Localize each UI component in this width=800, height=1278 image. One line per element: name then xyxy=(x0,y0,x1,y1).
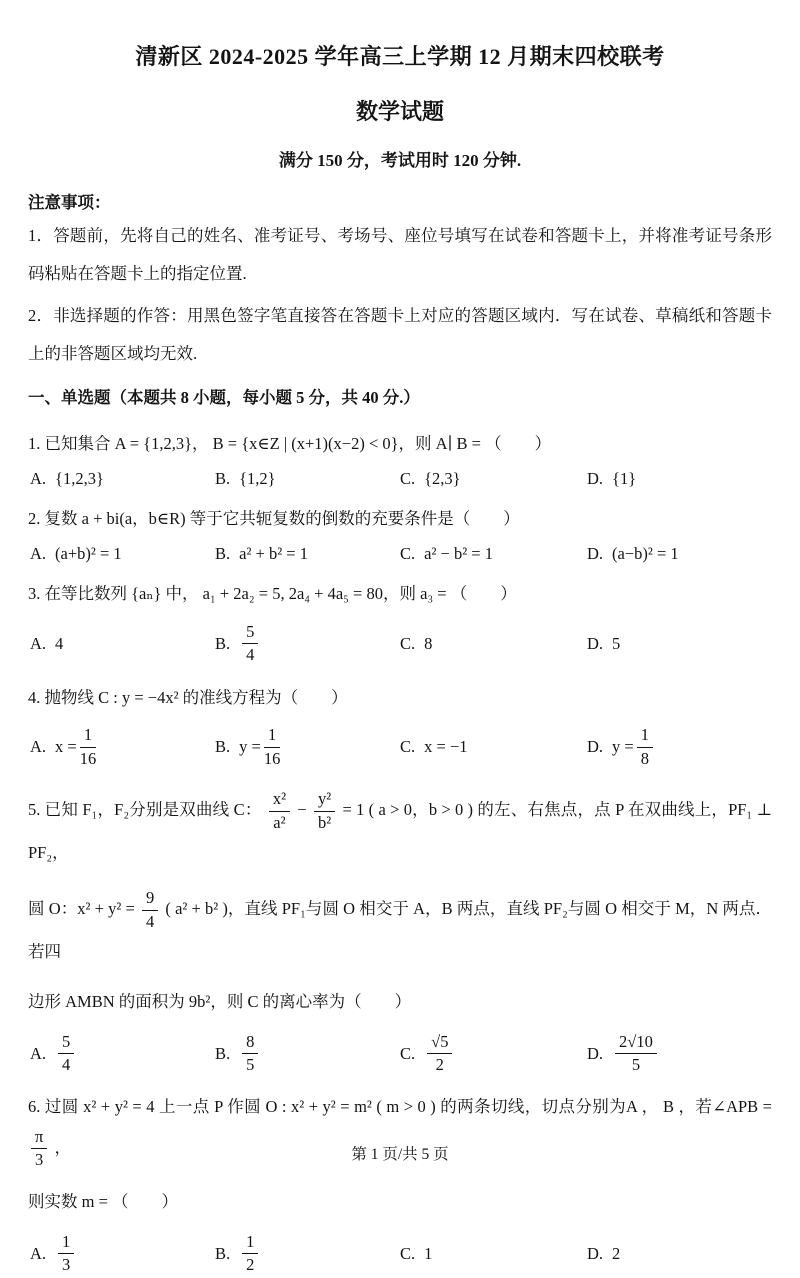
question-2 xyxy=(28,503,772,564)
stem-text: 6. 过圆 x² + y² = 4 上一点 P 作圆 O : x² + y² = m² ( m > 0 ) 的两条切线，切点分别为A ， B ，若∠APB = xyxy=(28,1097,772,1117)
question-3-option-a xyxy=(30,634,215,654)
question-2-stem: 2. 复数 a + bi(a，b∈R) 等于它共轭复数的倒数的充要条件是（ ） xyxy=(28,508,520,528)
question-5-line2 xyxy=(28,886,772,969)
fraction xyxy=(269,789,290,833)
question-5 xyxy=(28,787,772,1078)
option-text: y = xyxy=(239,737,261,757)
fraction-numerator: x² xyxy=(269,789,290,812)
question-6-option-c xyxy=(400,1244,587,1264)
option-text: y = xyxy=(612,737,634,757)
question-4-option-c xyxy=(400,737,587,757)
option-text: 5 xyxy=(612,633,621,653)
stem-text: ， xyxy=(54,1137,71,1157)
option-label: B. xyxy=(215,1243,231,1263)
option-text: x = xyxy=(55,737,77,757)
stem-text: 5. 已知 F₁，F₂分别是双曲线 C： xyxy=(28,800,262,820)
question-2-options xyxy=(30,544,772,564)
question-1-stem: 1. 已知集合 A = {1,2,3}， B = {x∈Z | (x+1)(x−2) < 0}，则 A∣ B = （ ） xyxy=(28,433,552,453)
question-6-option-d xyxy=(587,1244,772,1264)
question-5-option-c xyxy=(400,1030,587,1078)
fraction xyxy=(242,1232,258,1276)
question-6-option-a xyxy=(30,1230,215,1278)
option-label: A. xyxy=(30,737,47,757)
option-label: D. xyxy=(587,1043,604,1063)
question-1-option-d xyxy=(587,469,772,489)
question-5-line1 xyxy=(28,787,772,870)
fraction-denominator: 16 xyxy=(79,748,97,768)
fraction-denominator: 4 xyxy=(145,911,155,931)
question-1-options xyxy=(30,469,772,489)
fraction xyxy=(615,1032,657,1076)
fraction-numerator: 5 xyxy=(242,622,258,645)
fraction xyxy=(58,1232,74,1276)
fraction-numerator: 1 xyxy=(242,1232,258,1255)
question-5-option-a xyxy=(30,1030,215,1078)
option-label: D. xyxy=(587,544,604,564)
fraction-denominator: b² xyxy=(317,813,332,833)
option-label: B. xyxy=(215,737,231,757)
question-4-stem: 4. 抛物线 C : y = −4x² 的准线方程为（ ） xyxy=(28,687,348,707)
question-6-line2: 则实数 m = （ ） xyxy=(28,1191,179,1211)
fraction xyxy=(242,1032,258,1076)
fraction xyxy=(58,1032,74,1076)
note-item-1: 1．答题前，先将自己的姓名、准考证号、考场号、座位号填写在试卷和答题卡上，并将准考证号条形码粘贴在答题卡上的指定位置. xyxy=(28,225,772,283)
option-label: A. xyxy=(30,633,47,653)
option-label: A. xyxy=(30,544,47,564)
fraction-denominator: 8 xyxy=(640,748,649,768)
question-4-option-d xyxy=(587,723,772,771)
fraction-numerator: 9 xyxy=(142,888,158,911)
fraction-numerator: 1 xyxy=(264,725,280,748)
fraction-denominator: a² xyxy=(273,813,286,833)
question-4-option-b xyxy=(215,723,400,771)
fraction xyxy=(637,725,653,769)
exam-title: 清新区 2024-2025 学年高三上学期 12 月期末四校联考 xyxy=(135,44,665,69)
stem-text: ( a² + b² )，直线 PF₁与圆 O 相交于 A，B 两点，直线 PF₂与圆 O 相交于 M，N 两点．若四 xyxy=(28,899,773,961)
fraction-numerator: √5 xyxy=(427,1032,452,1055)
option-label: A. xyxy=(30,1243,47,1263)
option-text: x = −1 xyxy=(424,737,468,757)
question-5-line3: 边形 AMBN 的面积为 9b²，则 C 的离心率为（ ） xyxy=(28,992,412,1012)
option-text: 8 xyxy=(424,633,433,653)
question-3-stem: 3. 在等比数列 {aₙ} 中， a₁ + 2a₂ = 5, 2a₄ + 4a₅ = 80，则 a₃ = （ ） xyxy=(28,584,517,604)
option-label: D. xyxy=(587,633,604,653)
option-text: 1 xyxy=(424,1243,433,1263)
option-text: (a−b)² = 1 xyxy=(612,544,679,564)
option-text: a² − b² = 1 xyxy=(424,544,493,564)
option-label: C. xyxy=(400,1043,416,1063)
fraction-numerator: 2√10 xyxy=(615,1032,657,1055)
fraction-denominator: 3 xyxy=(35,1150,44,1170)
option-label: B. xyxy=(215,544,231,564)
question-2-option-b xyxy=(215,544,400,564)
fraction-denominator: 5 xyxy=(246,1055,255,1075)
fraction-numerator: 1 xyxy=(58,1232,74,1255)
fraction-denominator: 4 xyxy=(246,645,255,665)
question-1 xyxy=(28,428,772,489)
fraction-denominator: 2 xyxy=(246,1255,255,1275)
fraction-numerator: π xyxy=(31,1127,47,1150)
question-4-options xyxy=(30,723,772,771)
option-text: a² + b² = 1 xyxy=(239,544,308,564)
option-label: C. xyxy=(400,737,416,757)
fraction-numerator: 5 xyxy=(58,1032,74,1055)
option-label: D. xyxy=(587,468,604,488)
fraction xyxy=(264,725,281,769)
fraction-denominator: 4 xyxy=(62,1055,71,1075)
option-text: {1,2} xyxy=(239,468,276,488)
option-label: B. xyxy=(215,468,231,488)
question-3-option-d xyxy=(587,634,772,654)
option-label: C. xyxy=(400,468,416,488)
fraction xyxy=(314,789,335,833)
fraction-denominator: 2 xyxy=(435,1055,444,1075)
fraction-denominator: 3 xyxy=(62,1255,71,1275)
option-label: A. xyxy=(30,468,47,488)
page-number-footer: 第 1 页/共 5 页 xyxy=(351,1146,449,1163)
fraction xyxy=(80,725,97,769)
fraction-numerator: 1 xyxy=(637,725,653,748)
question-4-option-a xyxy=(30,723,215,771)
question-6-options xyxy=(30,1230,772,1278)
question-3-option-c xyxy=(400,634,587,654)
question-1-option-b xyxy=(215,469,400,489)
question-2-option-d xyxy=(587,544,772,564)
option-label: B. xyxy=(215,633,231,653)
question-2-option-a xyxy=(30,544,215,564)
exam-info: 满分 150 分，考试用时 120 分钟. xyxy=(278,150,522,170)
question-3-option-b xyxy=(215,620,400,668)
notes-heading: 注意事项： xyxy=(28,192,111,212)
fraction-numerator: 8 xyxy=(242,1032,258,1055)
fraction xyxy=(427,1032,452,1076)
option-text: (a+b)² = 1 xyxy=(55,544,122,564)
stem-text: − xyxy=(297,800,307,820)
note-item-2: 2．非选择题的作答：用黑色签字笔直接答在答题卡上对应的答题区域内．写在试卷、草稿纸和答题卡上的非答题区域均无效. xyxy=(28,305,772,363)
question-5-option-b xyxy=(215,1030,400,1078)
fraction xyxy=(242,622,258,666)
option-label: B. xyxy=(215,1043,231,1063)
fraction xyxy=(142,888,158,932)
fraction-numerator: y² xyxy=(314,789,335,812)
question-2-option-c xyxy=(400,544,587,564)
section-1-heading: 一、单选题（本题共 8 小题，每小题 5 分，共 40 分.） xyxy=(28,387,420,407)
question-1-option-a xyxy=(30,469,215,489)
option-label: C. xyxy=(400,544,416,564)
option-label: D. xyxy=(587,737,604,757)
question-6-option-b xyxy=(215,1230,400,1278)
option-text: 4 xyxy=(55,633,64,653)
option-text: {2,3} xyxy=(424,468,461,488)
option-text: {1,2,3} xyxy=(55,468,104,488)
option-label: D. xyxy=(587,1243,604,1263)
fraction-numerator: 1 xyxy=(80,725,96,748)
question-3-options xyxy=(30,620,772,668)
option-text: {1} xyxy=(612,468,637,488)
fraction-denominator: 16 xyxy=(263,748,281,768)
stem-text: = 1 ( a > 0，b > 0 ) 的左、右焦点，点 P 在双曲线上，PF₁ ⊥ PF₂， xyxy=(28,800,773,862)
question-6 xyxy=(28,1090,772,1278)
question-5-options xyxy=(30,1030,772,1078)
stem-text: 圆 O：x² + y² = xyxy=(28,899,135,919)
option-label: C. xyxy=(400,1243,416,1263)
option-label: C. xyxy=(400,633,416,653)
fraction-denominator: 5 xyxy=(631,1055,641,1075)
option-label: A. xyxy=(30,1043,47,1063)
question-3 xyxy=(28,578,772,668)
question-1-option-c xyxy=(400,469,587,489)
option-text: 2 xyxy=(612,1243,621,1263)
question-4 xyxy=(28,682,772,772)
exam-subtitle: 数学试题 xyxy=(355,98,444,124)
question-5-option-d xyxy=(587,1030,772,1078)
